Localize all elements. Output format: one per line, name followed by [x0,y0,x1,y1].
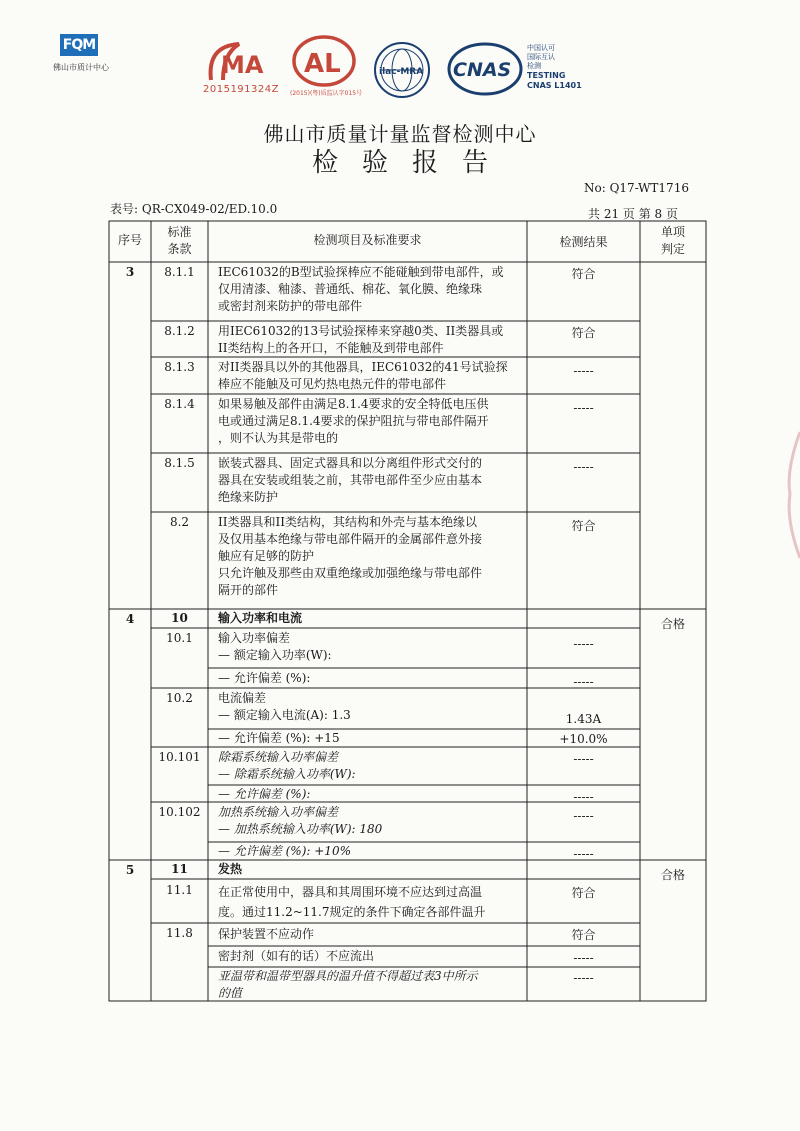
row-clause: 10.1 [166,631,193,645]
page-info: 共 21 页 第 8 页 [588,207,678,221]
requirement-line: — 额定输入电流(A): 1.3 [218,708,351,722]
requirement-line: 仅用清漆、釉漆、普通纸、棉花、氧化膜、绝缘珠 [218,282,483,296]
requirement-line: — 加热系统输入功率(W): 180 [218,822,383,836]
header-clause [151,224,208,258]
requirement-line: 在正常使用中，器具和其周围环境不应达到过高温 [218,885,483,899]
group-seq: 4 [125,612,135,626]
row-requirement [218,882,523,922]
requirement-line: 触应有足够的防护 [218,549,315,563]
row-requirement [218,786,523,803]
fqm-caption: 佛山市质计中心 [53,63,109,72]
requirement-line: 用IEC61032的13号试验探棒来穿越0类、II类器具或 [218,324,504,338]
header-result: 检测结果 [559,235,608,249]
requirement-line: 加热系统输入功率偏差 [218,805,339,819]
form-number: 表号: QR-CX049-02/ED.10.0 [110,202,278,216]
requirement-line: 器具在安装或组装之前，其带电部件至少应由基本 [218,473,483,487]
cal-number: (2015)(粤)质监认字015号 [290,90,363,97]
row-clause: 8.1.4 [164,397,195,411]
requirement-line: 对II类器具以外的其他器具，IEC61032的41号试验探 [218,360,508,374]
row-requirement [218,359,523,393]
requirement-line: 只允许触及那些由双重绝缘或加强绝缘与带电部件 [218,566,483,580]
ilac-logo-text: ilac-MRA [379,67,424,77]
row-clause: 11.8 [166,926,193,940]
header-verdict-line: 判定 [660,242,685,256]
row-result: ----- [573,971,594,985]
requirement-line: 电或通过满足8.1.4要求的保护阻抗与带电部件隔开 [218,414,489,428]
row-requirement [218,630,523,664]
requirement-line: II类器具和II类结构，其结构和外壳与基本绝缘以 [218,515,477,529]
row-clause: 10.102 [158,805,201,819]
requirement-line: 绝缘来防护 [218,490,279,504]
header-verdict [640,224,706,258]
row-result: 符合 [571,928,596,942]
row-requirement [218,948,523,965]
row-clause: 8.1.2 [164,324,195,338]
row-clause: 11 [171,862,188,876]
requirement-line: 嵌装式器具、固定式器具和以分离组件形式交付的 [218,456,483,470]
row-clause: 8.2 [169,515,190,529]
requirement-line: 亚温带和温带型器具的温升值不得超过表3中所示 [218,969,478,983]
requirement-line: 及仅用基本绝缘与带电部件隔开的金属部件意外接 [218,532,483,546]
row-requirement [218,323,523,357]
row-requirement [218,749,523,783]
group-seq: 3 [125,265,135,279]
row-requirement [218,926,523,943]
row-result: 符合 [571,267,596,281]
row-clause: 10 [171,611,188,625]
row-clause: 8.1.3 [164,360,195,374]
row-requirement [218,730,523,747]
row-result: ----- [573,752,594,766]
header-seq: 序号 [117,233,142,247]
row-result: ----- [573,790,594,804]
row-clause: 11.1 [166,883,193,897]
cnas-side-line: 国际互认 [527,53,555,61]
row-requirement [218,968,523,1002]
row-requirement [218,670,523,687]
row-result: 1.43A [565,712,602,726]
requirement-line: — 额定输入功率(W): [218,648,332,662]
requirement-line: 的值 [218,986,243,1000]
row-requirement [218,514,523,599]
requirement-line: 除霜系统输入功率偏差 [218,750,339,764]
requirement-line: 输入功率和电流 [218,611,303,625]
requirement-line: IEC61032的B型试验探棒应不能碰触到带电部件，或 [218,265,504,279]
cma-number: 2015191324Z [203,84,279,95]
row-requirement [218,455,523,506]
row-result: +10.0% [559,732,608,746]
row-result: ----- [573,460,594,474]
row-requirement [218,690,523,724]
requirement-line: ，则不认为其是带电的 [218,431,339,445]
row-result: ----- [573,637,594,651]
row-result: 符合 [571,326,596,340]
seal-fragment-icon [782,430,800,560]
row-requirement [218,396,523,447]
requirement-line: 隔开的部件 [218,583,279,597]
row-result: ----- [573,675,594,689]
header-clause-line: 标准 [167,225,192,239]
cnas-testing-label: TESTING [527,71,566,80]
cnas-code: CNAS L1401 [527,81,582,90]
header-verdict-line: 单项 [660,225,685,239]
row-clause: 10.2 [166,691,193,705]
cnas-side-line: 中国认可 [527,44,555,52]
group-seq: 5 [125,863,135,877]
row-clause: 8.1.5 [164,456,195,470]
row-result: ----- [573,951,594,965]
requirement-line: 发热 [218,862,243,876]
cnas-side-line: 检测 [527,62,541,70]
group-verdict: 合格 [660,868,685,882]
row-result: 符合 [571,519,596,533]
row-requirement [218,843,523,860]
cal-logo-text: AL [304,49,341,79]
requirement-line: — 允许偏差 (%): +15 [218,731,340,745]
organization-title: 佛山市质量计量监督检测中心 [263,122,537,146]
row-requirement [218,804,523,838]
row-clause: 10.101 [158,750,201,764]
row-requirement [218,264,523,315]
row-result: ----- [573,847,594,861]
row-requirement [218,610,523,627]
header-clause-line: 条款 [167,242,192,256]
header-item: 检测项目及标准要求 [313,233,422,247]
requirement-line: 密封剂（如有的话）不应流出 [218,949,375,963]
group-verdict: 合格 [660,617,685,631]
cnas-logo-text: CNAS [453,59,512,81]
row-result: 符合 [571,886,596,900]
requirement-line: 度。通过11.2~11.7规定的条件下确定各部件温升 [218,905,486,919]
requirement-line: 输入功率偏差 [218,631,291,645]
row-result: ----- [573,401,594,415]
requirement-line: — 除霜系统输入功率(W): [218,767,356,781]
cma-logo-text: MA [221,51,264,79]
requirement-line: 保护装置不应动作 [218,927,315,941]
row-requirement [218,861,523,878]
report-number: No: Q17-WT1716 [584,181,689,195]
requirement-line: — 允许偏差 (%): [218,787,311,801]
requirement-line: — 允许偏差 (%): +10% [218,844,351,858]
requirement-line: 或密封剂来防护的带电部件 [218,299,363,313]
requirement-line: 如果易触及部件由满足8.1.4要求的安全特低电压供 [218,397,489,411]
row-result: ----- [573,809,594,823]
fqm-logo: FQM [60,34,98,56]
requirement-line: II类结构上的各开口，不能触及到带电部件 [218,341,444,355]
row-result: ----- [573,364,594,378]
row-clause: 8.1.1 [164,265,195,279]
requirement-line: — 允许偏差 (%): [218,671,311,685]
requirement-line: 棒应不能触及可见灼热电热元件的带电部件 [218,377,447,391]
report-title: 检验报告 [311,148,512,178]
requirement-line: 电流偏差 [218,691,267,705]
